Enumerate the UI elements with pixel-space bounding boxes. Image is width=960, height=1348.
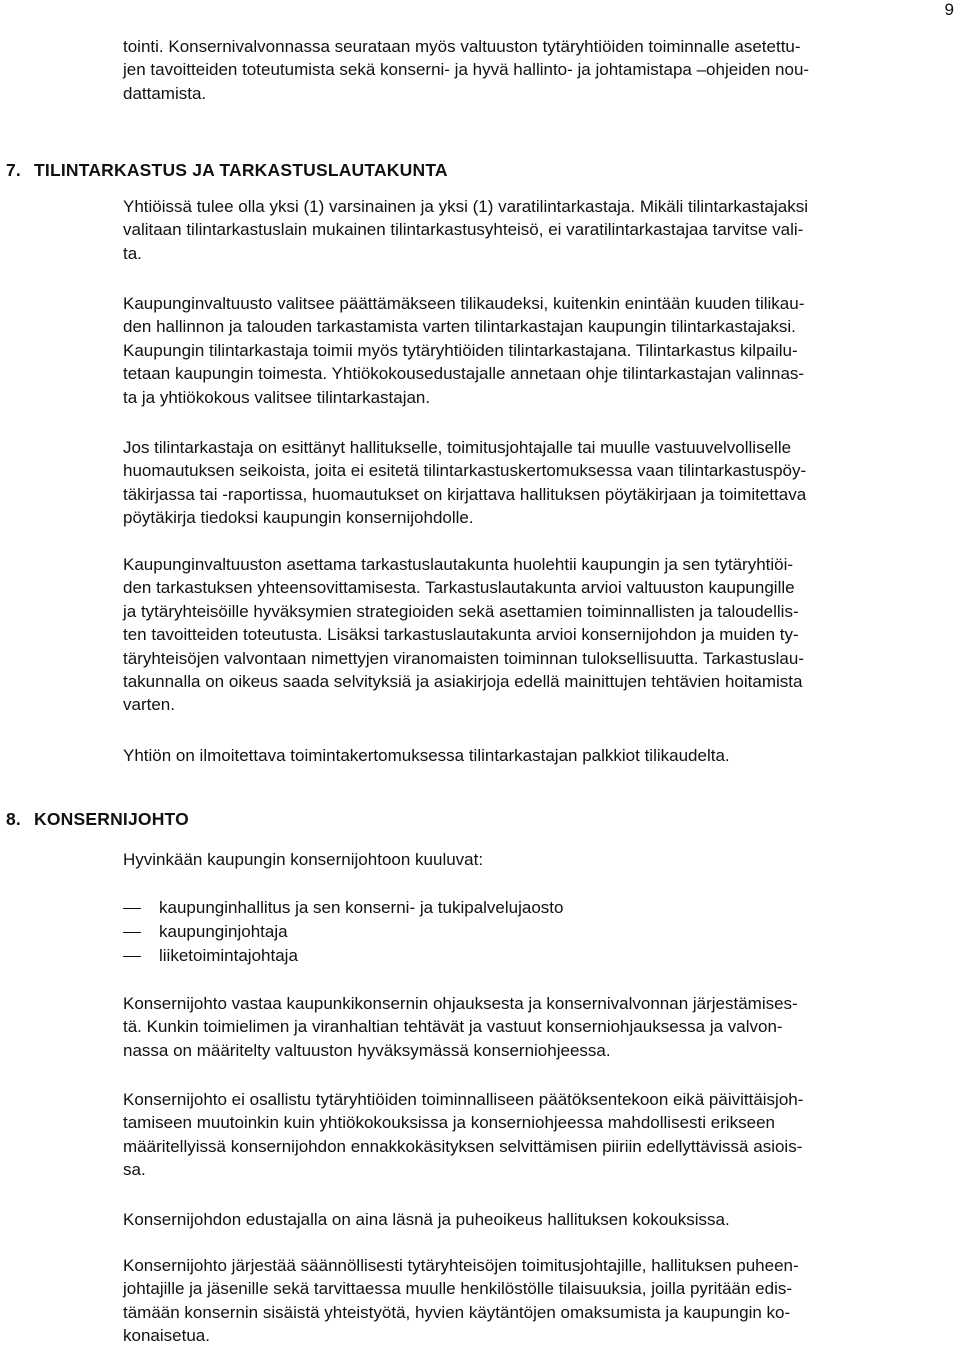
section-8-paragraph-3 — [123, 1208, 953, 1231]
section-7-paragraph-5 — [123, 744, 953, 767]
section-7-heading — [6, 159, 448, 181]
list-item — [123, 920, 563, 944]
text-line: nassa on määritelty valtuuston hyväksymässä konserniohjeessa. — [123, 1040, 611, 1060]
text-line: Konsernijohto ei osallistu tytäryhtiöiden toiminnalliseen päätöksentekoon eikä päivittäisjoh- — [123, 1090, 804, 1109]
text-line: Kaupungin tilintarkastaja toimii myös tytäryhtiöiden tilintarkastajana. Tilintarkastus kilpailu- — [123, 340, 798, 360]
intro-paragraph — [123, 35, 953, 105]
text-line: tä. Kunkin toimielimen ja viranhaltian tehtävät ja vastuut konserniohjauksessa ja valvon- — [123, 1017, 783, 1037]
text-line: Konsernijohto vastaa kaupunkikonsernin ohjauksesta ja konsernivalvonnan järjestämises- — [123, 994, 798, 1013]
section-7-paragraph-4 — [123, 553, 953, 717]
text-line: takunnalla on oikeus saada selvityksiä ja asiakirjoja edellä mainittujen tehtävien hoitamista — [123, 672, 803, 692]
text-line: jen tavoitteiden toteutumista sekä konserni- ja hyvä hallinto- ja johtamistapa –ohjeiden nou- — [123, 60, 810, 80]
text-line: den hallinnon ja talouden tarkastamista varten tilintarkastajan kaupungin tilintarkastajaksi. — [123, 317, 796, 337]
text-line: valitaan tilintarkastuslain mukainen tilintarkastusyhteisö, ei varatilintarkastajaa tarvitse vali- — [123, 220, 804, 240]
list-item-label: liiketoimintajohtaja — [159, 946, 298, 965]
text-line: ja tytäryhteisöille hyväksymien strategioiden sekä asettamien toiminnallisten ja taloudellis- — [123, 601, 799, 621]
konsernijohto-list — [123, 896, 563, 968]
text-line: dattamista. — [123, 83, 207, 103]
list-item-label: kaupunginhallitus ja sen konserni- ja tukipalvelujaosto — [159, 898, 564, 917]
section-8-paragraph-4 — [123, 1254, 953, 1348]
text-line: täryhteisöjen valvontaan nimettyjen viranomaisten toiminnan tuloksellisuutta. Tarkastuslau- — [123, 648, 804, 668]
text-line: määritellyissä konsernijohdon ennakkokäsityksen selvittämisen piiriin edellyttävissä asiois- — [123, 1136, 803, 1156]
section-8-heading — [6, 808, 189, 830]
section-8-paragraph-2 — [123, 1088, 953, 1182]
text-line: ta ja yhtiökokous valitsee tilintarkastajan. — [123, 387, 431, 407]
text-line: täkirjassa tai -raportissa, huomautukset on kirjattava hallituksen pöytäkirjaan ja toimitettava — [123, 484, 807, 504]
text-line: tämään konsernin sisäistä yhteistyötä, hyvien käytäntöjen omaksumista ja kaupungin ko- — [123, 1302, 791, 1322]
section-7-paragraph-3 — [123, 436, 953, 530]
text-line: ta. — [123, 243, 142, 263]
text-line: Konsernijohto järjestää säännöllisesti tytäryhteisöjen toimitusjohtajille, hallituksen puheen- — [123, 1256, 799, 1275]
list-item — [123, 896, 563, 920]
text-line: Yhtiöissä tulee olla yksi (1) varsinainen ja yksi (1) varatilintarkastaja. Mikäli tilintarkastajaksi — [123, 197, 808, 216]
text-line: Hyvinkään kaupungin konsernijohtoon kuuluvat: — [123, 850, 484, 869]
page-number: 9 — [944, 0, 954, 19]
section-7-paragraph-2 — [123, 292, 953, 409]
text-line: tetaan kaupungin toimesta. Yhtiökokousedustajalle annetaan ohje tilintarkastajan valinnas- — [123, 364, 805, 384]
section-number: 8. — [6, 809, 21, 829]
text-line: pöytäkirja tiedoksi kaupungin konsernijohdolle. — [123, 508, 474, 528]
list-item-label: kaupunginjohtaja — [159, 922, 288, 941]
text-line: varten. — [123, 695, 175, 715]
section-7-paragraph-1 — [123, 195, 953, 265]
text-line: den tarkastuksen yhteensovittamisesta. Tarkastuslautakunta arvioi valtuuston kaupungille — [123, 578, 795, 598]
text-line: ten tavoitteiden toteutusta. Lisäksi tarkastuslautakunta arvioi konsernijohdon ja muiden ty- — [123, 625, 799, 645]
section-title: TILINTARKASTUS JA TARKASTUSLAUTAKUNTA — [34, 160, 448, 180]
text-line: sa. — [123, 1160, 146, 1180]
text-line: tamiseen muutoinkin kuin yhtiökokouksissa ja konserniohjeessa mahdollisesti erikseen — [123, 1113, 776, 1133]
text-line: Kaupunginvaltuuston asettama tarkastuslautakunta huolehtii kaupungin ja sen tytäryhtiöi- — [123, 555, 794, 574]
text-line: Yhtiön on ilmoitettava toimintakertomuksessa tilintarkastajan palkkiot tilikaudelta. — [123, 746, 730, 765]
section-title: KONSERNIJOHTO — [34, 809, 189, 829]
text-line: johtajille ja jäsenille sekä tarvittaessa muulle henkilöstölle tilaisuuksia, joilla pyritään edis- — [123, 1279, 793, 1299]
section-8-intro — [123, 848, 953, 871]
text-line: Jos tilintarkastaja on esittänyt hallitukselle, toimitusjohtajalle tai muulle vastuuvelvolliselle — [123, 438, 792, 457]
text-line: tointi. Konsernivalvonnassa seurataan myös valtuuston tytäryhtiöiden toiminnalle asetettu- — [123, 37, 801, 56]
text-line: konaisetua. — [123, 1326, 210, 1346]
text-line: huomautuksen seikoista, joita ei esitetä tilintarkastuskertomuksessa vaan tilintarkastuspöy- — [123, 461, 807, 481]
list-item — [123, 944, 563, 968]
section-number: 7. — [6, 160, 21, 180]
section-8-paragraph-1 — [123, 992, 953, 1062]
text-line: Kaupunginvaltuusto valitsee päättämäkseen tilikaudeksi, kuitenkin enintään kuuden tilikau- — [123, 294, 805, 313]
text-line: Konsernijohdon edustajalla on aina läsnä ja puheoikeus hallituksen kokouksissa. — [123, 1210, 730, 1229]
